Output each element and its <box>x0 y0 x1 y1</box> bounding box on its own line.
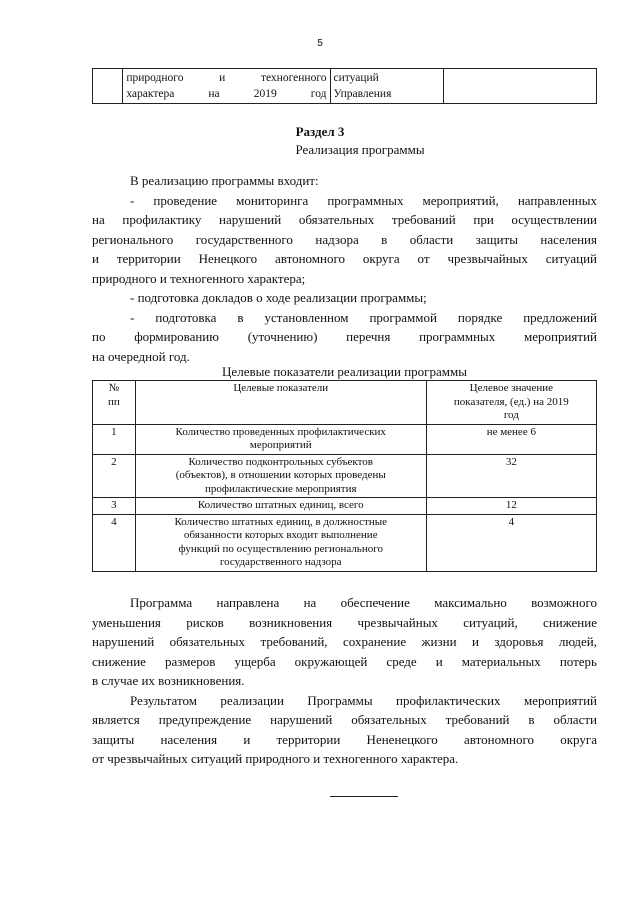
header-text: показателя, (ед.) на 2019 <box>453 395 569 408</box>
indicator-text: Количество штатных единиц, всего <box>197 499 364 511</box>
table-row <box>93 514 597 571</box>
list-item-line: регионального государственного надзора в области защиты населения <box>92 231 597 247</box>
indicator-text: Количество подконтрольных субъектов <box>188 455 373 468</box>
continued-table <box>92 68 597 104</box>
paragraph-line: является предупреждение нарушений обязательных требований в области <box>92 712 597 727</box>
paragraph-line: в случае их возникновения. <box>92 673 245 688</box>
header-text: Целевые показатели <box>233 382 329 394</box>
indicator-cell <box>135 498 426 515</box>
paragraph-line: снижение размеров ущерба окружающей среде и материальных потерь <box>92 653 597 669</box>
target-value: не менее 6 <box>426 424 596 454</box>
indicator-text: государственного надзора <box>219 556 342 568</box>
cell-text: ситуаций <box>333 72 379 84</box>
cell-text: природного и техногенного <box>126 72 327 84</box>
header-text: № <box>108 382 120 394</box>
indicator-text: профилактические мероприятия <box>204 482 357 495</box>
list-item-line: по формированию (уточнению) перечня программных мероприятий <box>92 329 597 344</box>
table-row <box>93 424 597 454</box>
row-number: 3 <box>93 498 136 515</box>
paragraph-line: уменьшения рисков возникновения чрезвычайных ситуаций, снижение <box>92 614 597 630</box>
table-row <box>93 498 597 515</box>
indicators-table <box>92 380 597 572</box>
target-value: 4 <box>426 514 596 571</box>
indicator-text: (объектов), в отношении которых проведены <box>175 469 386 481</box>
section-title: Раздел 3 <box>295 124 345 139</box>
row-number: 4 <box>93 514 136 571</box>
indicator-cell <box>135 514 426 571</box>
indicator-text: функций по осуществлению регионального <box>178 542 383 555</box>
list-item-line: - проведение мониторинга программных мероприятий, направленных <box>130 192 597 208</box>
paragraph-line: нарушений обязательных требований, сохранение жизни и здоровья людей, <box>92 634 597 649</box>
table-cell <box>444 69 597 104</box>
list-item-line: на очередной год. <box>92 348 190 364</box>
table-cell <box>93 69 123 104</box>
page-number: 5 <box>317 38 323 49</box>
intro-block <box>92 171 597 366</box>
target-value: 12 <box>426 498 596 515</box>
intro-lead: В реализацию программы входит: <box>130 173 319 188</box>
list-item-line: - подготовка докладов о ходе реализации программы; <box>130 290 427 305</box>
header-cell <box>93 381 136 425</box>
list-item-line: и территории Ненецкого автономного округа от чрезвычайных ситуаций <box>92 251 597 266</box>
indicator-text: обязанности которых входит выполнение <box>183 529 378 541</box>
list-item-line: природного и техногенного характера; <box>92 270 306 286</box>
paragraph-line: Результатом реализации Программы профилактических мероприятий <box>130 692 597 708</box>
table-row <box>93 69 597 104</box>
header-cell <box>135 381 426 425</box>
table-row <box>93 454 597 498</box>
paragraph-line: защиты населения и территории Нененецкого автономного округа <box>92 731 597 747</box>
header-text: Целевое значение <box>469 382 553 394</box>
table-cell <box>123 69 330 104</box>
list-item-line: на профилактику нарушений обязательных требований при осуществлении <box>92 212 597 227</box>
header-text: год <box>503 409 519 421</box>
header-text: пп <box>108 395 120 408</box>
indicator-text: Количество проведенных профилактических <box>175 425 386 438</box>
indicator-cell <box>135 454 426 498</box>
paragraph-line: от чрезвычайных ситуаций природного и техногенного характера. <box>92 751 459 766</box>
closing-block <box>92 593 597 769</box>
header-cell <box>426 381 596 425</box>
row-number: 2 <box>93 454 136 498</box>
indicator-text: мероприятий <box>249 439 312 451</box>
table-header-row <box>93 381 597 425</box>
cell-text: Управления <box>333 88 392 100</box>
target-value: 32 <box>426 454 596 498</box>
indicator-cell <box>135 424 426 454</box>
table-cell <box>330 69 444 104</box>
indicator-text: Количество штатных единиц, в должностные <box>174 515 387 528</box>
table-caption: Целевые показатели реализации программы <box>222 364 467 379</box>
end-divider <box>330 796 398 797</box>
row-number: 1 <box>93 424 136 454</box>
paragraph-line: Программа направлена на обеспечение максимально возможного <box>130 595 597 610</box>
section-subtitle: Реализация программы <box>295 142 425 157</box>
list-item-line: - подготовка в установленном программой порядке предложений <box>130 309 597 325</box>
cell-text: характера на 2019 год <box>126 88 327 100</box>
